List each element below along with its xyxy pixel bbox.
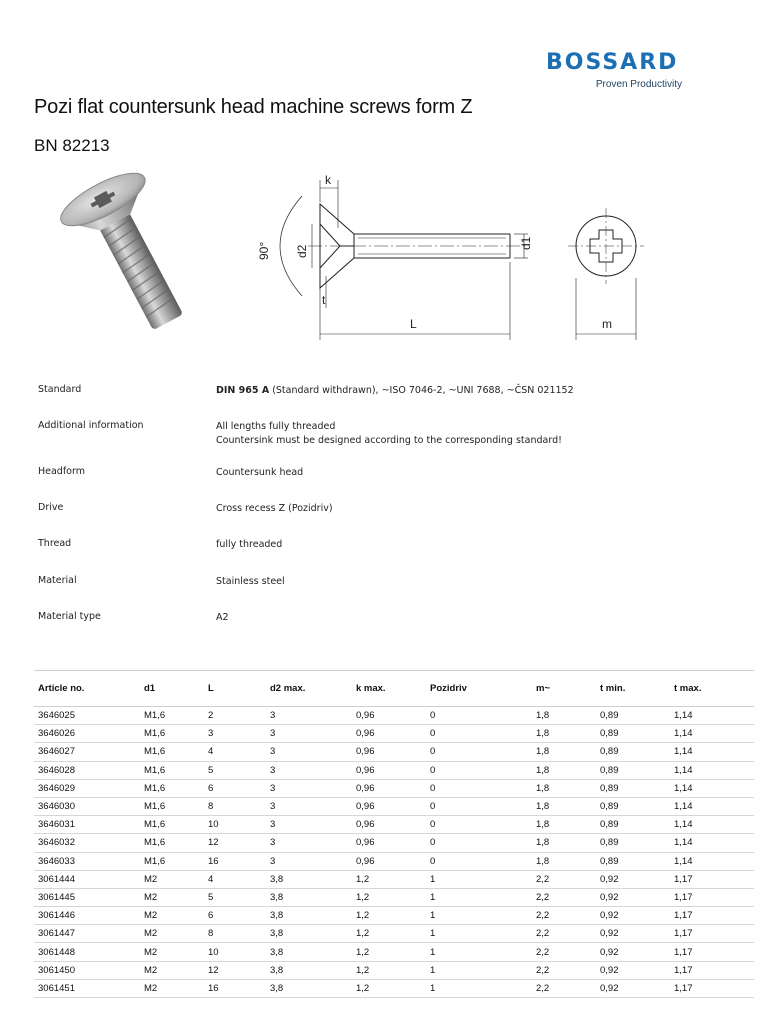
column-header: t min. xyxy=(596,671,670,707)
table-cell: 1,17 xyxy=(670,943,754,961)
table-header xyxy=(34,671,754,707)
table-cell: M1,6 xyxy=(140,834,204,852)
table-cell: 0,96 xyxy=(352,852,426,870)
table-cell: 4 xyxy=(204,870,266,888)
article-number: 3646033 xyxy=(34,852,140,870)
table-cell: 0,92 xyxy=(596,943,670,961)
table-cell: 6 xyxy=(204,907,266,925)
table-row xyxy=(34,707,754,725)
article-number: 3646027 xyxy=(34,743,140,761)
table-cell: 3,8 xyxy=(266,979,352,997)
table-row xyxy=(34,907,754,925)
table-cell: 0,92 xyxy=(596,925,670,943)
table-body xyxy=(34,707,754,998)
table-row xyxy=(34,852,754,870)
article-number: 3061445 xyxy=(34,888,140,906)
dim-m: m xyxy=(602,317,612,331)
table-cell: 1,14 xyxy=(670,761,754,779)
table-cell: M1,6 xyxy=(140,779,204,797)
table-cell: 0 xyxy=(426,761,532,779)
property-label: Additional information xyxy=(38,420,144,431)
table-cell: 12 xyxy=(204,961,266,979)
table-cell: 1,14 xyxy=(670,707,754,725)
table-cell: 0,89 xyxy=(596,707,670,725)
property-label: Material xyxy=(38,575,77,586)
table-cell: 0 xyxy=(426,707,532,725)
table-cell: 3 xyxy=(266,725,352,743)
table-cell: 2,2 xyxy=(532,943,596,961)
table-cell: M1,6 xyxy=(140,707,204,725)
table-cell: 0,96 xyxy=(352,779,426,797)
brand-tagline: Proven Productivity xyxy=(595,79,682,90)
column-header: t max. xyxy=(670,671,754,707)
table-cell: 1 xyxy=(426,925,532,943)
table-cell: 1 xyxy=(426,979,532,997)
table-cell: 3 xyxy=(266,707,352,725)
table-cell: M2 xyxy=(140,870,204,888)
table-cell: 3 xyxy=(204,725,266,743)
property-value: All lengths fully threaded Countersink must be designed according to the corresponding standard! xyxy=(216,421,562,446)
table-cell: 0,96 xyxy=(352,707,426,725)
table-cell: M1,6 xyxy=(140,761,204,779)
table-cell: 0,96 xyxy=(352,743,426,761)
table-cell: 1,8 xyxy=(532,834,596,852)
table-cell: 1,2 xyxy=(352,979,426,997)
table-cell: 0,89 xyxy=(596,852,670,870)
property-value: Cross recess Z (Pozidriv) xyxy=(216,503,333,514)
table-cell: 0 xyxy=(426,797,532,815)
brand-logo xyxy=(546,50,686,94)
table-cell: 1,2 xyxy=(352,943,426,961)
table-row xyxy=(34,725,754,743)
column-header: L xyxy=(204,671,266,707)
table-cell: 1,8 xyxy=(532,707,596,725)
table-cell: 0 xyxy=(426,779,532,797)
table-cell: 1,8 xyxy=(532,816,596,834)
table-cell: M1,6 xyxy=(140,725,204,743)
table-cell: 0,92 xyxy=(596,907,670,925)
table-cell: 1,14 xyxy=(670,797,754,815)
property-value xyxy=(216,384,736,398)
table-cell: 3 xyxy=(266,816,352,834)
table-cell: 1,14 xyxy=(670,816,754,834)
table-cell: 8 xyxy=(204,925,266,943)
article-number: 3061446 xyxy=(34,907,140,925)
table-cell: M2 xyxy=(140,961,204,979)
property-label: Drive xyxy=(38,502,64,513)
table-row xyxy=(34,925,754,943)
table-cell: 0,89 xyxy=(596,725,670,743)
table-cell: 2,2 xyxy=(532,961,596,979)
article-number: 3061444 xyxy=(34,870,140,888)
property-label: Headform xyxy=(38,466,85,477)
table-cell: 0 xyxy=(426,852,532,870)
table-row xyxy=(34,888,754,906)
table-cell: 1,2 xyxy=(352,888,426,906)
dim-k: k xyxy=(325,173,331,187)
table-cell: 8 xyxy=(204,797,266,815)
article-number: 3646028 xyxy=(34,761,140,779)
table-row xyxy=(34,761,754,779)
table-cell: 3,8 xyxy=(266,961,352,979)
table-cell: 1 xyxy=(426,870,532,888)
table-cell: 0,92 xyxy=(596,979,670,997)
standard-value: (Standard withdrawn), ~ISO 7046-2, ~UNI 7688, ~ČSN 021152 xyxy=(269,385,574,396)
table-cell: 1,2 xyxy=(352,907,426,925)
table-cell: M1,6 xyxy=(140,743,204,761)
table-cell: 0,92 xyxy=(596,961,670,979)
table-cell: M2 xyxy=(140,925,204,943)
table-cell: 1,2 xyxy=(352,925,426,943)
table-cell: 0 xyxy=(426,725,532,743)
dim-d2: d2 xyxy=(295,244,309,258)
table-cell: 1,14 xyxy=(670,834,754,852)
table-cell: 10 xyxy=(204,943,266,961)
table-cell: 0 xyxy=(426,816,532,834)
table-cell: 1,14 xyxy=(670,779,754,797)
column-header: Pozidriv xyxy=(426,671,532,707)
table-cell: M2 xyxy=(140,979,204,997)
table-cell: 1,17 xyxy=(670,888,754,906)
table-cell: 1,14 xyxy=(670,725,754,743)
table-cell: 0,96 xyxy=(352,725,426,743)
table-cell: 1,2 xyxy=(352,870,426,888)
article-number: 3646025 xyxy=(34,707,140,725)
table-cell: 3 xyxy=(266,779,352,797)
table-cell: 3,8 xyxy=(266,925,352,943)
table-cell: 3 xyxy=(266,852,352,870)
table-cell: 3 xyxy=(266,743,352,761)
table-cell: 0,96 xyxy=(352,816,426,834)
table-row xyxy=(34,834,754,852)
column-header: k max. xyxy=(352,671,426,707)
product-code: BN 82213 xyxy=(34,136,110,155)
property-value: Stainless steel xyxy=(216,576,285,587)
dim-angle: 90° xyxy=(257,241,271,260)
column-header: m~ xyxy=(532,671,596,707)
table-cell: 0,89 xyxy=(596,816,670,834)
table-cell: 16 xyxy=(204,852,266,870)
table-cell: 5 xyxy=(204,888,266,906)
table-cell: 1,8 xyxy=(532,797,596,815)
column-header: Article no. xyxy=(34,671,140,707)
table-cell: 0,92 xyxy=(596,870,670,888)
table-cell: 1 xyxy=(426,961,532,979)
property-value: fully threaded xyxy=(216,539,283,550)
table-cell: M1,6 xyxy=(140,852,204,870)
property-value: Countersunk head xyxy=(216,467,304,478)
article-number: 3646031 xyxy=(34,816,140,834)
table-row xyxy=(34,961,754,979)
table-cell: 2,2 xyxy=(532,907,596,925)
property-label: Standard xyxy=(38,384,82,395)
table-cell: 3 xyxy=(266,834,352,852)
brand-name: BOSSARD xyxy=(546,50,679,75)
table-cell: 3,8 xyxy=(266,870,352,888)
table-row xyxy=(34,797,754,815)
table-row xyxy=(34,779,754,797)
column-header: d2 max. xyxy=(266,671,352,707)
table-row xyxy=(34,979,754,997)
dim-d1: d1 xyxy=(519,236,533,250)
article-number: 3061447 xyxy=(34,925,140,943)
table-cell: 0,89 xyxy=(596,743,670,761)
table-row xyxy=(34,943,754,961)
article-number: 3646032 xyxy=(34,834,140,852)
table-cell: 3,8 xyxy=(266,907,352,925)
article-number: 3646026 xyxy=(34,725,140,743)
page-title: Pozi flat countersunk head machine screws form Z xyxy=(34,96,473,118)
table-cell: 12 xyxy=(204,834,266,852)
table-row xyxy=(34,870,754,888)
table-cell: 1,8 xyxy=(532,725,596,743)
table-cell: M1,6 xyxy=(140,816,204,834)
technical-drawing xyxy=(228,168,658,348)
table-cell: 0,96 xyxy=(352,797,426,815)
dim-L: L xyxy=(410,317,417,331)
table-cell: 1,2 xyxy=(352,961,426,979)
table-cell: 1,17 xyxy=(670,907,754,925)
table-cell: 10 xyxy=(204,816,266,834)
table-cell: 1,17 xyxy=(670,925,754,943)
table-cell: 1 xyxy=(426,943,532,961)
table-cell: 0,89 xyxy=(596,779,670,797)
table-cell: 1,14 xyxy=(670,852,754,870)
table-cell: 0,92 xyxy=(596,888,670,906)
table-cell: 1,8 xyxy=(532,852,596,870)
standard-link[interactable]: DIN 965 A xyxy=(216,385,270,396)
table-row xyxy=(34,743,754,761)
table-cell: 2,2 xyxy=(532,888,596,906)
table-cell: 1,17 xyxy=(670,979,754,997)
table-cell: 0,89 xyxy=(596,834,670,852)
article-table xyxy=(34,670,754,998)
property-label: Material type xyxy=(38,611,101,622)
table-cell: 1 xyxy=(426,907,532,925)
article-number: 3061451 xyxy=(34,979,140,997)
table-cell: 2,2 xyxy=(532,870,596,888)
table-cell: 0,96 xyxy=(352,834,426,852)
property-value: A2 xyxy=(216,612,229,623)
table-cell: 5 xyxy=(204,761,266,779)
table-cell: 3 xyxy=(266,797,352,815)
table-cell: 0,89 xyxy=(596,761,670,779)
table-cell: M1,6 xyxy=(140,797,204,815)
dim-t: t xyxy=(322,293,326,307)
table-cell: 3,8 xyxy=(266,888,352,906)
table-cell: 16 xyxy=(204,979,266,997)
table-cell: 3 xyxy=(266,761,352,779)
table-cell: 1,8 xyxy=(532,779,596,797)
article-number: 3061450 xyxy=(34,961,140,979)
table-cell: 6 xyxy=(204,779,266,797)
column-header: d1 xyxy=(140,671,204,707)
table-cell: 2,2 xyxy=(532,925,596,943)
table-cell: M2 xyxy=(140,907,204,925)
table-cell: 1,17 xyxy=(670,870,754,888)
article-number: 3646029 xyxy=(34,779,140,797)
table-cell: 3,8 xyxy=(266,943,352,961)
property-label: Thread xyxy=(38,538,72,549)
table-cell: 2 xyxy=(204,707,266,725)
table-cell: 1 xyxy=(426,888,532,906)
table-row xyxy=(34,816,754,834)
table-cell: 1,14 xyxy=(670,743,754,761)
table-cell: M2 xyxy=(140,943,204,961)
table-cell: 1,8 xyxy=(532,743,596,761)
screw-photo xyxy=(58,160,198,330)
table-cell: 1,17 xyxy=(670,961,754,979)
table-cell: 0,96 xyxy=(352,761,426,779)
table-cell: M2 xyxy=(140,888,204,906)
table-cell: 1,8 xyxy=(532,761,596,779)
table-cell: 0 xyxy=(426,834,532,852)
table-cell: 0,89 xyxy=(596,797,670,815)
table-cell: 4 xyxy=(204,743,266,761)
table-cell: 2,2 xyxy=(532,979,596,997)
table-cell: 0 xyxy=(426,743,532,761)
article-number: 3061448 xyxy=(34,943,140,961)
article-number: 3646030 xyxy=(34,797,140,815)
